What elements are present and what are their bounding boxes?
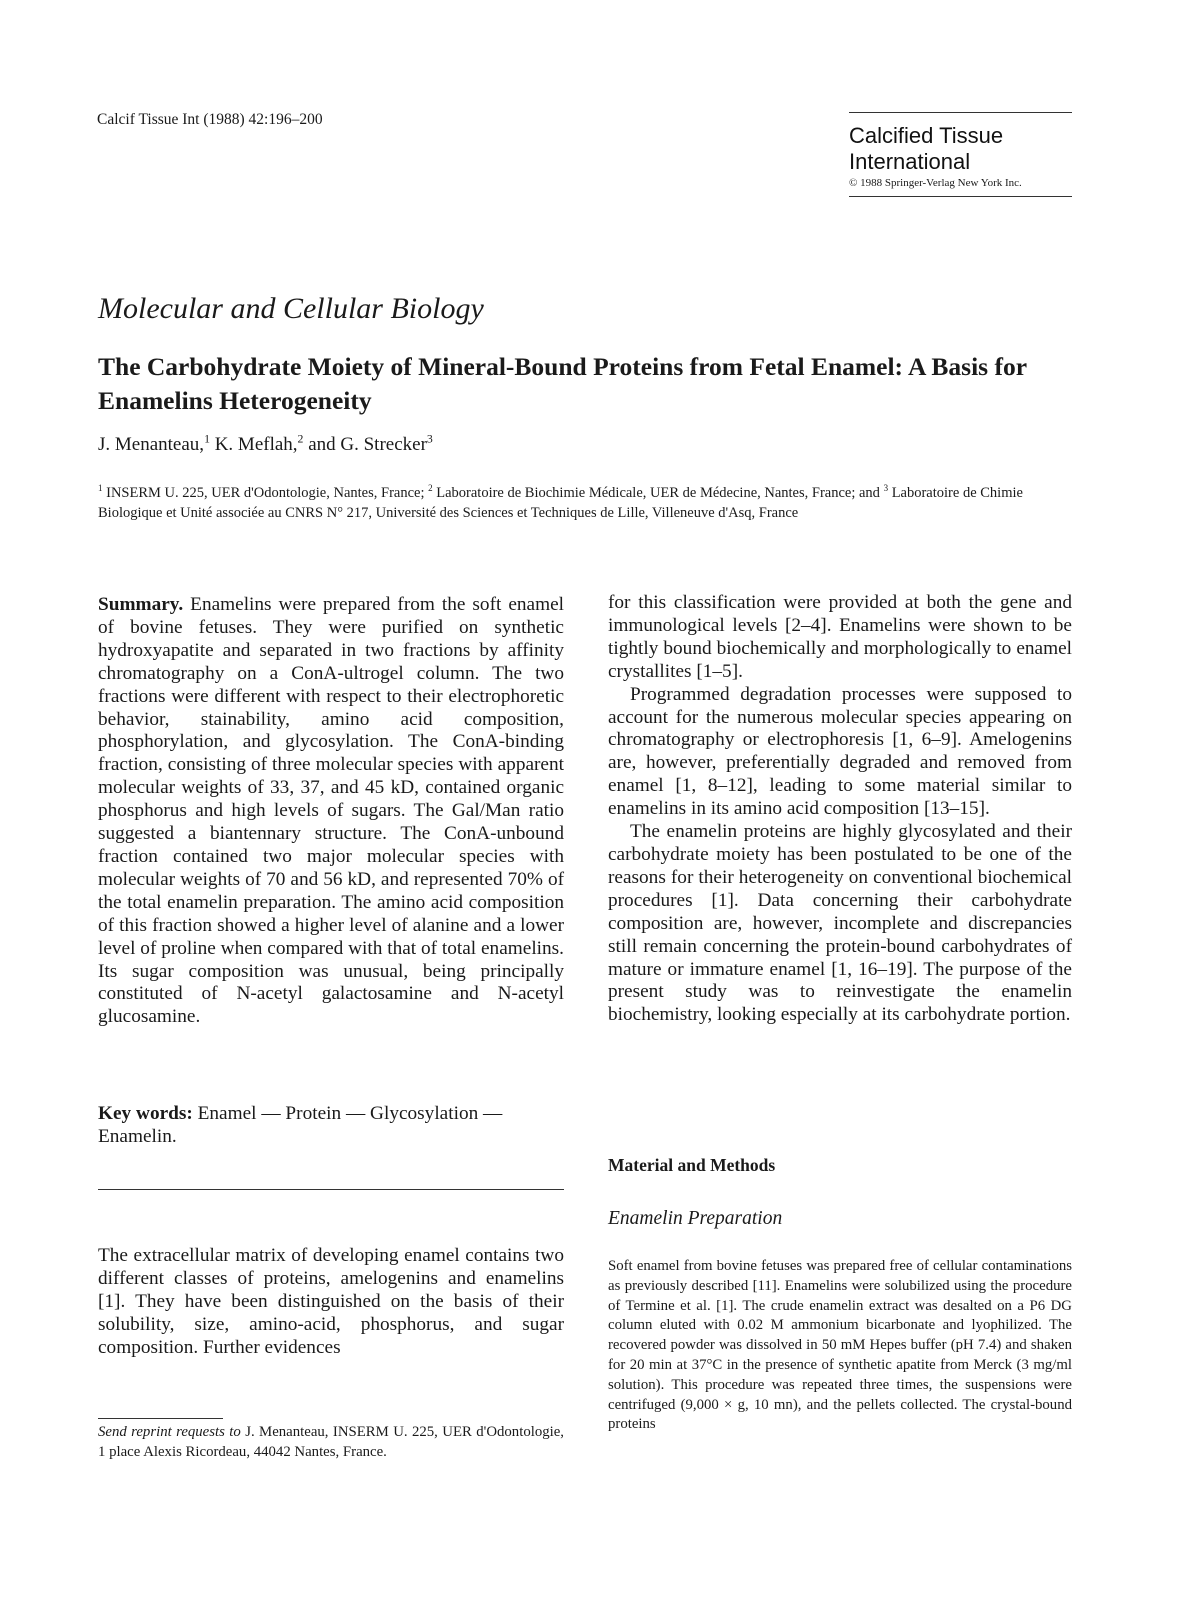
intro-continued [608, 592, 1072, 1027]
journal-citation: Calcif Tissue Int (1988) 42:196–200 [97, 111, 323, 128]
keywords-paragraph [98, 1103, 564, 1149]
affiliation-text: Laboratoire de Biochimie Médicale, UER de Médecine, Nantes, France; and [436, 485, 880, 501]
summary-paragraph [98, 594, 564, 1029]
copyright-notice: © 1988 Springer-Verlag New York Inc. [849, 177, 1022, 189]
affiliation-mark: 3 [883, 483, 889, 494]
keywords-label: Key words: [98, 1103, 193, 1124]
article-title: The Carbohydrate Moiety of Mineral-Bound Proteins from Fetal Enamel: A Basis for Enamelins Heterogeneity [98, 352, 1027, 415]
affiliations [98, 484, 1076, 523]
affiliation-text: Laboratoire de Chimie Biologique et Unité associée au CNRS N° 217, Université des Sciences et Techniques de Lille, Villeneuve d'Asq, France [98, 485, 1023, 521]
journal-name-line1: Calcified Tissue [849, 123, 1004, 148]
author-name: J. Menanteau, [98, 434, 205, 455]
intro-paragraph: The extracellular matrix of developing enamel contains two different classes of proteins, amelogenins and enamelins [1]. They have been distinguished on the basis of their solubility, size, amino-acid, phosphorus, and sugar composition. Further evidences [98, 1245, 564, 1358]
methods-subheading: Enamelin Preparation [608, 1208, 783, 1229]
masthead-bottom-rule [849, 196, 1072, 197]
body-paragraph: Programmed degradation processes were supposed to account for the numerous molecular species appearing on chromatography or electrophoresis [1, 6–9]. Amelogenins are, however, preferentially degraded and removed from enamel [1, 8–12], leading to some material similar to enamelins in its amino acid composition [13–15]. [608, 683, 1072, 820]
journal-name-line2: International [849, 149, 971, 174]
summary-label: Summary. [98, 594, 184, 615]
body-paragraph: The enamelin proteins are highly glycosylated and their carbohydrate moiety has been postulated to be one of the reasons for their heterogeneity on conventional biochemical procedures [1]. Data concerning their carbohydrate composition are, however, incomplete and discrepancies still remain concerning the protein-bound carbohydrates of mature or immature enamel [1, 16–19]. The purpose of the present study was to reinvestigate the enamelin biochemistry, looking especially at its carbohydrate portion. [608, 821, 1072, 1026]
footnote-label: Send reprint requests to [98, 1424, 241, 1440]
author-affiliation-mark: 2 [297, 432, 304, 446]
author-affiliation-mark: 1 [204, 432, 210, 446]
masthead-top-rule [849, 112, 1072, 113]
author-affiliation-mark: 3 [426, 432, 433, 446]
journal-masthead [849, 112, 1072, 197]
methods-paragraph: Soft enamel from bovine fetuses was prepared free of cellular contaminations as previously described [11]. Enamelins were solubilized using the procedure of Termine et al. [1]. The crude enamelin extract was desalted on a P6 DG column eluted with 0.02 M ammonium bicarbonate and lyophilized. The recovered powder was dissolved in 50 mM Hepes buffer (pH 7.4) and shaken for 20 min at 37°C in the presence of synthetic apatite from Merck (3 mg/ml solution). This procedure was repeated three times, the suspensions were centrifuged (9,000 × g, 10 mn), and the pellets collected. The crystal-bound proteins [608, 1258, 1072, 1433]
author-name: K. Meflah, [214, 434, 298, 455]
summary-text: Enamelins were prepared from the soft enamel of bovine fetuses. They were purified on synthetic hydroxyapatite and separated in two fractions by affinity chromatography on a ConA-ultrogel column. The two fractions were different with respect to their electrophoretic behavior, stainability, amino acid composition, phosphorylation, and glycosylation. The ConA-binding fraction, consisting of three molecular species with apparent molecular weights of 33, 37, and 45 kD, contained organic phosphorus and high levels of sugars. The Gal/Man ratio suggested a biantennary structure. The ConA-unbound fraction contained two major molecular species with molecular weights of 70 and 56 kD, and represented 70% of the total enamelin preparation. The amino acid composition of this fraction showed a higher level of alanine and a lower level of proline when compared with that of total enamelins. Its sugar composition was unusual, being principally constituted of N-acetyl galactosamine and N-acetyl glucosamine. [98, 594, 564, 1028]
author-list [98, 434, 433, 456]
methods-heading: Material and Methods [608, 1155, 776, 1175]
affiliation-mark: 2 [428, 483, 433, 494]
affiliation-text: INSERM U. 225, UER d'Odontologie, Nantes, France; [106, 485, 425, 501]
keywords-text: Enamel — Protein — Glycosylation — Enamelin. [98, 1103, 503, 1147]
affiliation-mark: 1 [98, 483, 103, 494]
footnote-text: J. Menanteau, INSERM U. 225, UER d'Odontologie, 1 place Alexis Ricordeau, 44042 Nantes, France. [98, 1424, 565, 1460]
journal-name [849, 123, 1072, 175]
section-label: Molecular and Cellular Biology [98, 292, 484, 325]
author-name: and G. Strecker [308, 434, 427, 455]
footnote-rule [98, 1418, 223, 1419]
reprint-footnote [98, 1422, 564, 1462]
body-paragraph: for this classification were provided at both the gene and immunological levels [2–4]. Enamelins were shown to be tightly bound biochemically and morphologically to enamel crystallites [1–5]. [608, 592, 1072, 682]
summary-divider [98, 1189, 564, 1190]
